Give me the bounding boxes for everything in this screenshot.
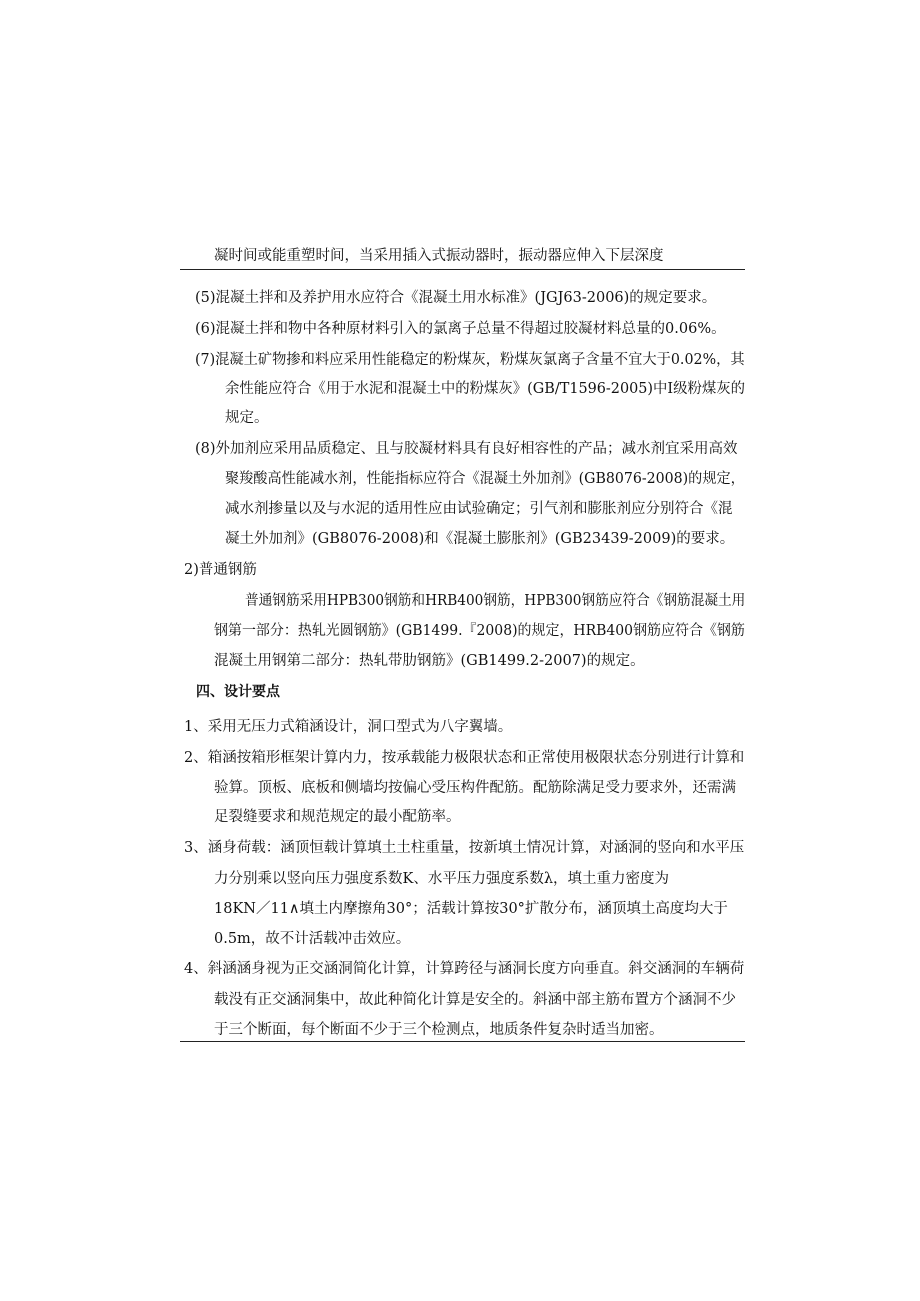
top-rule: [180, 269, 745, 270]
item-6: (6)混凝土拌和物中各种原材料引入的氯离子总量不得超过胶凝材料总量的0.06%。: [195, 321, 726, 337]
point-2-line-1: 2、箱涵按箱形框架计算内力，按承载能力极限状态和正常使用极限状态分别进行计算和: [184, 750, 745, 766]
point-2-line-2: 验算。顶板、底板和侧墙均按偏心受压构件配筋。配筋除满足受力要求外，还需满: [214, 780, 736, 796]
item-8-line-3: 减水剂掺量以及与水泥的适用性应由试验确定；引气剂和膨胀剂应分别符合《混: [225, 501, 733, 517]
item-7-line-1: (7)混凝土矿物掺和料应采用性能稳定的粉煤灰，粉煤灰氯离子含量不宜大于0.02%，其: [195, 352, 745, 368]
point-3-line-4: 0.5m，故不计活载冲击效应。: [214, 931, 411, 947]
item-7-line-3: 规定。: [225, 410, 269, 426]
rebar-line-3: 混凝土用钢第二部分：热轧带肋钢筋》(GB1499.2-2007)的规定。: [214, 653, 645, 669]
rebar-title: 2)普通钢筋: [184, 562, 257, 578]
point-4-line-1: 4、斜涵涵身视为正交涵洞简化计算，计算跨径与涵洞长度方向垂直。斜交涵洞的车辆荷: [184, 961, 745, 977]
point-1: 1、采用无压力式箱涵设计，洞口型式为八字翼墙。: [184, 719, 513, 735]
item-7-line-2: 余性能应符合《用于水泥和混凝土中的粉煤灰》(GB/T1596-2005)中Ⅰ级粉煤灰的: [225, 381, 746, 397]
bottom-rule: [180, 1041, 745, 1042]
header-line: 凝时间或能重塑时间，当采用插入式振动器时，振动器应伸入下层深度: [214, 248, 664, 264]
rebar-line-1: 普通钢筋采用HPB300钢筋和HRB400钢筋，HPB300钢筋应符合《钢筋混凝土用: [245, 593, 746, 609]
point-3-line-1: 3、涵身荷载：涵顶恒载计算填土土柱重量，按新填土情况计算，对涵洞的竖向和水平压: [184, 840, 745, 856]
rebar-line-2: 钢第一部分：热轧光圆钢筋》(GB1499.『2008)的规定，HRB400钢筋应符合《钢筋: [214, 623, 745, 639]
item-8-line-1: (8)外加剂应采用品质稳定、且与胶凝材料具有良好相容性的产品；减水剂宜采用高效: [195, 441, 738, 457]
section-4-heading: 四、设计要点: [196, 684, 280, 700]
point-3-line-2: 力分别乘以竖向压力强度系数K、水平压力强度系数λ，填土重力密度为: [214, 871, 670, 887]
point-3-line-3: 18KN／11∧填土内摩擦角30°；活载计算按30°扩散分布，涵顶填土高度均大于: [214, 901, 728, 917]
point-4-line-2: 载没有正交涵洞集中，故此种简化计算是安全的。斜涵中部主筋布置方个涵洞不少: [214, 992, 736, 1008]
point-2-line-3: 足裂缝要求和规范规定的最小配筋率。: [214, 809, 461, 825]
item-8-line-2: 聚羧酸高性能减水剂，性能指标应符合《混凝土外加剂》(GB8076-2008)的规定，: [225, 471, 745, 487]
point-4-line-3: 于三个断面，每个断面不少于三个检测点，地质条件复杂时适当加密。: [214, 1022, 664, 1038]
item-8-line-4: 凝土外加剂》(GB8076-2008)和《混凝土膨胀剂》(GB23439-2009)的要求。: [225, 531, 735, 547]
item-5: (5)混凝土拌和及养护用水应符合《混凝土用水标准》(JGJ63-2006)的规定要求。: [195, 290, 717, 306]
